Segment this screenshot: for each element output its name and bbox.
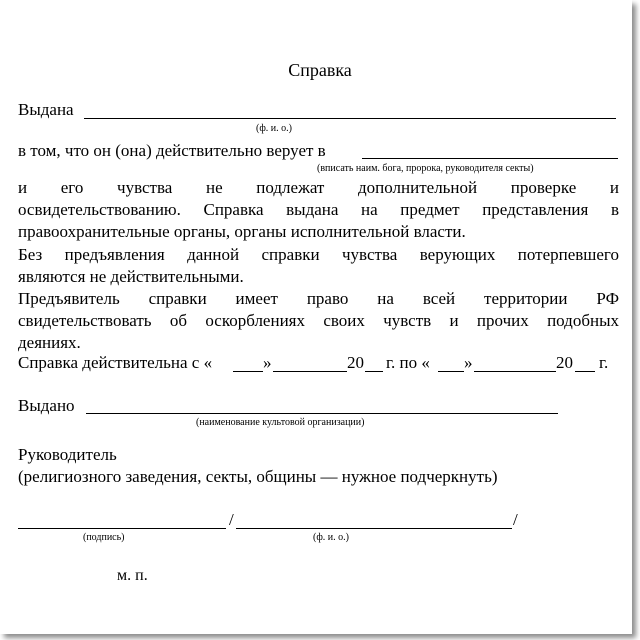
head-subtitle: (религиозного заведения, секты, общины — нужное подчеркнуть) [18,467,498,486]
paragraph-2-line: Без предъявления данной справки чувства верующих потерпевшего [18,245,619,264]
paragraph-2-line: являются не действительными. [18,267,244,286]
signature-separator-end: / [513,510,518,529]
validity-year-prefix-1: 20 [347,353,364,372]
validity-prefix: Справка действительна с « [18,353,213,372]
validity-to-year-line[interactable] [575,371,595,372]
validity-quote-close: » [263,353,272,372]
paragraph-3-line: деяниях. [18,333,81,352]
validity-from-day-line[interactable] [233,371,263,372]
issued-by-caption: (наименование культовой организации) [196,417,365,428]
validity-suffix: г. [599,353,609,372]
stamp-place: м. п. [117,567,148,584]
validity-quote-close-2: » [464,353,473,372]
paragraph-1-line: и его чувства не подлежат дополнительной проверке и [18,178,619,197]
signature-line[interactable] [18,528,226,529]
validity-to-month-line[interactable] [474,371,556,372]
validity-middle: г. по « [386,353,430,372]
issued-by-organization-line[interactable] [86,413,558,414]
validity-from-month-line[interactable] [273,371,347,372]
signature-caption: (подпись) [83,532,125,543]
belief-caption: (вписать наим. бога, пророка, руководителя секты) [317,163,534,174]
signature-name-line[interactable] [236,528,512,529]
paragraph-1-line: правоохранительные органы, органы исполнительной власти. [18,222,466,241]
issued-to-name-line[interactable] [84,118,616,119]
belief-object-line[interactable] [362,158,618,159]
head-title: Руководитель [18,445,117,464]
issued-to-caption: (ф. и. о.) [256,123,292,134]
name-caption: (ф. и. о.) [313,532,349,543]
validity-from-year-line[interactable] [365,371,383,372]
document-title: Справка [288,60,352,80]
signature-separator: / [229,510,234,529]
issued-by-label: Выдано [18,396,75,415]
paragraph-3-line: Предъявитель справки имеет право на всей территории РФ [18,289,619,308]
validity-year-prefix-2: 20 [556,353,573,372]
validity-to-day-line[interactable] [438,371,464,372]
paragraph-3-line: свидетельствовать об оскорблениях своих чувств и прочих подобных [18,311,619,330]
issued-to-label: Выдана [18,100,74,119]
paragraph-1-line: освидетельствованию. Справка выдана на предмет представления в [18,200,619,219]
belief-text: в том, что он (она) действительно верует в [18,141,326,160]
